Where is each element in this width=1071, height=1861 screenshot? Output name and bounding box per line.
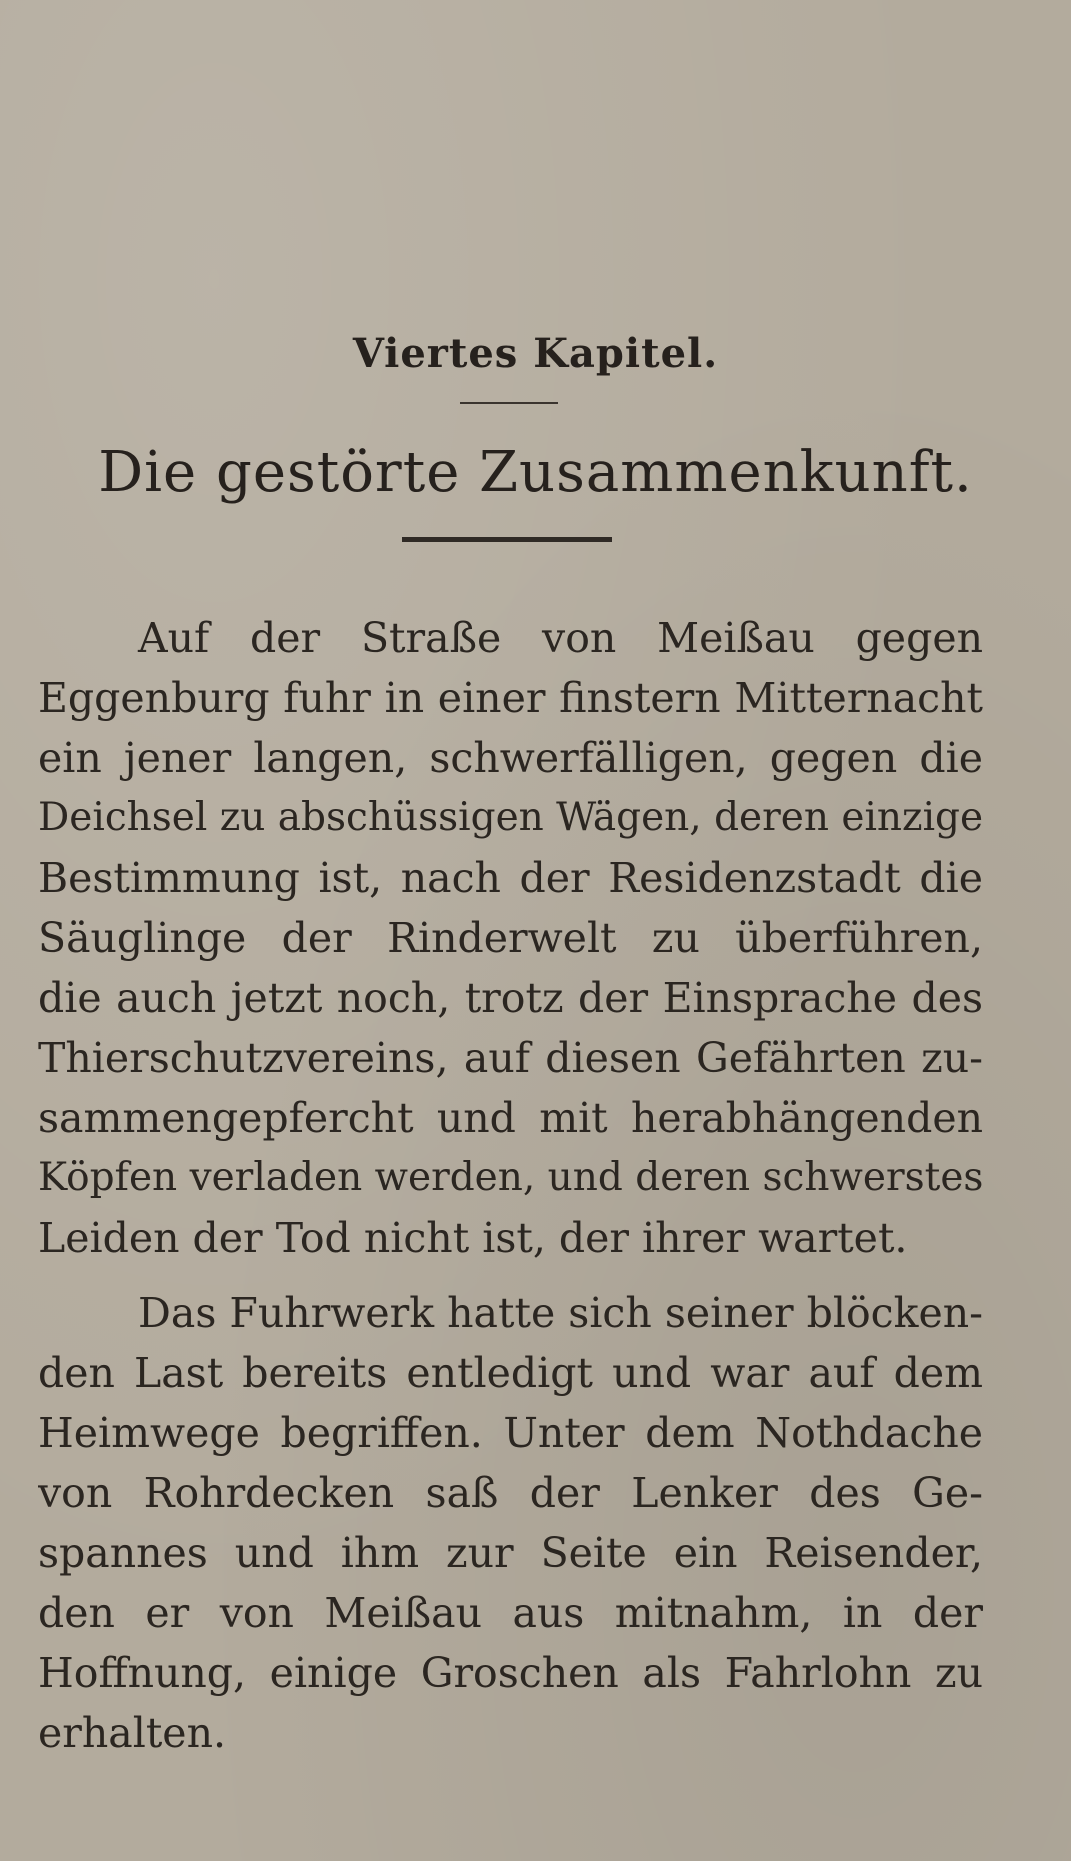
text-line: ein jener langen, schwerfälligen, gegen die <box>38 734 983 782</box>
chapter-divider-short <box>460 402 558 404</box>
text-line: die auch jetzt noch, trotz der Einsprache des <box>38 974 983 1022</box>
text-line: Auf der Straße von Meißau gegen <box>138 614 983 662</box>
text-line: Heimwege begriffen. Unter dem Nothdache <box>38 1409 983 1457</box>
chapter-divider-thick <box>402 537 612 542</box>
text-line: Eggenburg fuhr in einer finstern Mitternacht <box>38 674 983 722</box>
text-line: sammengepfercht und mit herabhängenden <box>38 1094 983 1142</box>
text-line: Hoffnung, einige Groschen als Fahrlohn zu <box>38 1649 983 1697</box>
text-line: von Rohrdecken saß der Lenker des Ge- <box>38 1469 983 1517</box>
paragraph-1 <box>38 608 983 1268</box>
text-line: den Last bereits entledigt und war auf dem <box>38 1349 983 1397</box>
text-line: Thierschutzvereins, auf diesen Gefährten zu- <box>38 1034 983 1082</box>
text-line: Das Fuhrwerk hatte sich seiner blöcken- <box>138 1289 983 1337</box>
chapter-title: Die gestörte Zusammenkunft. <box>98 440 973 505</box>
text-line: Bestimmung ist, nach der Residenzstadt die <box>38 854 983 902</box>
text-line: Säuglinge der Rinderwelt zu überführen, <box>38 914 983 962</box>
text-line: spannes und ihm zur Seite ein Reisender, <box>38 1529 983 1577</box>
text-line: den er von Meißau aus mitnahm, in der <box>38 1589 983 1637</box>
text-line: erhalten. <box>38 1709 227 1757</box>
chapter-label: Viertes Kapitel. <box>352 330 719 377</box>
text-line: Leiden der Tod nicht ist, der ihrer wartet. <box>38 1214 908 1262</box>
text-line: Deichsel zu abschüssigen Wägen, deren einzige <box>38 795 983 840</box>
paragraph-2 <box>38 1283 983 1763</box>
text-line: Köpfen verladen werden, und deren schwerstes <box>38 1155 983 1200</box>
